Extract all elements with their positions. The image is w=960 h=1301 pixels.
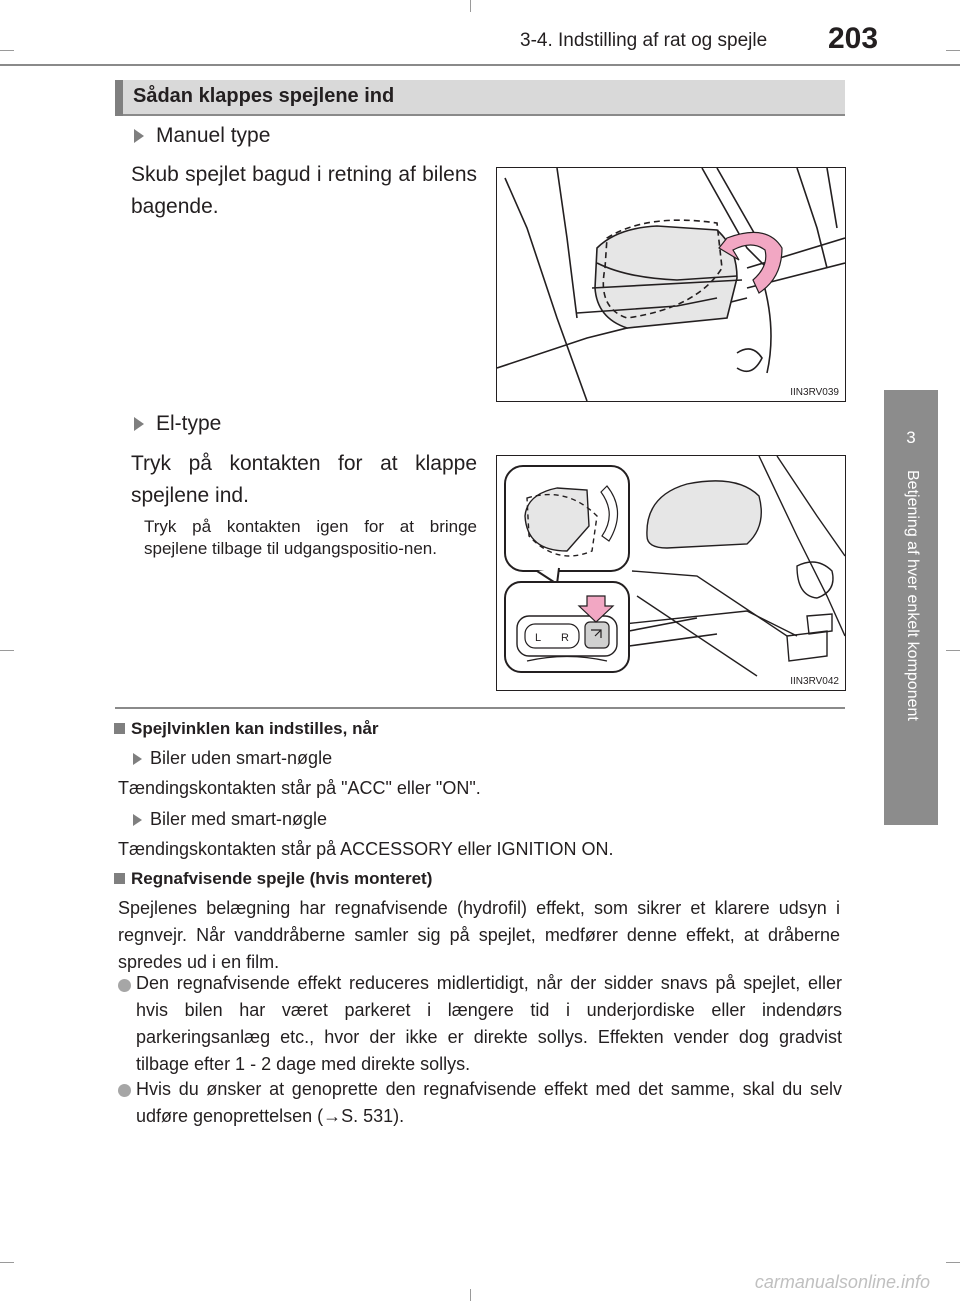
section-title-bar [115,80,123,116]
manual-type-text: Skub spejlet bagud i retning af bilens bagende. [131,163,477,218]
section-title: Sådan klappes spejlene ind [133,85,395,107]
electric-type-heading: El-type [134,412,221,436]
triangle-bullet-icon [133,753,142,765]
figure-manual-mirror [496,167,846,402]
triangle-bullet-icon [133,814,142,826]
crop-mark [0,1262,14,1263]
electric-mirror-illustration [497,456,845,690]
chapter-side-label: Betjening af hver enkelt komponent [904,470,921,721]
crop-mark [470,1289,471,1301]
figure-electric-mirror [496,455,846,691]
triangle-bullet-icon [134,129,144,143]
no-key-text: Tændingskontakten står på "ACC" eller "ON". [118,778,481,798]
key-text: Tændingskontakten står på ACCESSORY eller IGNITION ON. [118,839,614,859]
crop-mark [0,650,14,651]
bullet-dot-icon [118,979,131,997]
rain-text: Spejlenes belægning har regnafvisende (hydrofil) effekt, som sikrer et klarere udsyn i regnvejr. Når vanddråberne samler sig på spejlet, medfører denne effekt, at dråberne spredes ud i en film. [118,898,840,972]
chapter-title: 3-4. Indstilling af rat og spejle [520,30,768,51]
rain-bullet-2: Hvis du ønsker at genoprette den regnafvisende effekt med det samme, skal du selv udføre genoprettelsen (→S. 531). [136,1079,842,1126]
page-number: 203 [828,22,879,55]
crop-mark [946,650,960,651]
chapter-number: 3 [906,428,916,447]
crop-mark [0,50,14,51]
crop-mark [470,0,471,12]
figure-code-electric: IIN3RV042 [790,676,839,687]
manual-mirror-illustration [497,168,845,401]
square-bullet-icon [114,873,125,884]
switch-label-left: L [535,632,542,644]
crop-mark [946,1262,960,1263]
electric-type-text: Tryk på kontakten for at klappe spejlene ind. [131,452,477,507]
header-rule [0,64,960,66]
bullet-dot-icon [118,1084,131,1102]
crop-mark [946,50,960,51]
triangle-bullet-icon [134,417,144,431]
manual-type-heading: Manuel type [134,124,270,148]
rain-bullet-1: Den regnafvisende effekt reduceres midlertidigt, når der sidder snavs på spejlet, eller hvis bilen har været parkeret i længere tid i underjordiske eller indendørs parkeringsanlæg etc., hvor der ikke er direkte sollys. Effekten vender dog gradvist tilbage efter 1 - 2 dage med direkte sollys. [136,973,842,1074]
rain-heading: Regnafvisende spejle (hvis monteret) [114,869,432,889]
switch-label-right: R [561,632,569,644]
key-heading: Biler med smart-nøgle [133,806,327,833]
watermark: carmanualsonline.info [754,1272,930,1292]
figure-code-manual: IIN3RV039 [790,387,839,398]
electric-type-note: Tryk på kontakten igen for at bringe spejlene tilbage til udgangspositio-nen. [144,517,477,558]
section-separator [115,707,845,709]
no-key-heading: Biler uden smart-nøgle [133,745,332,772]
square-bullet-icon [114,723,125,734]
adjust-heading: Spejlvinklen kan indstilles, når [114,719,379,739]
